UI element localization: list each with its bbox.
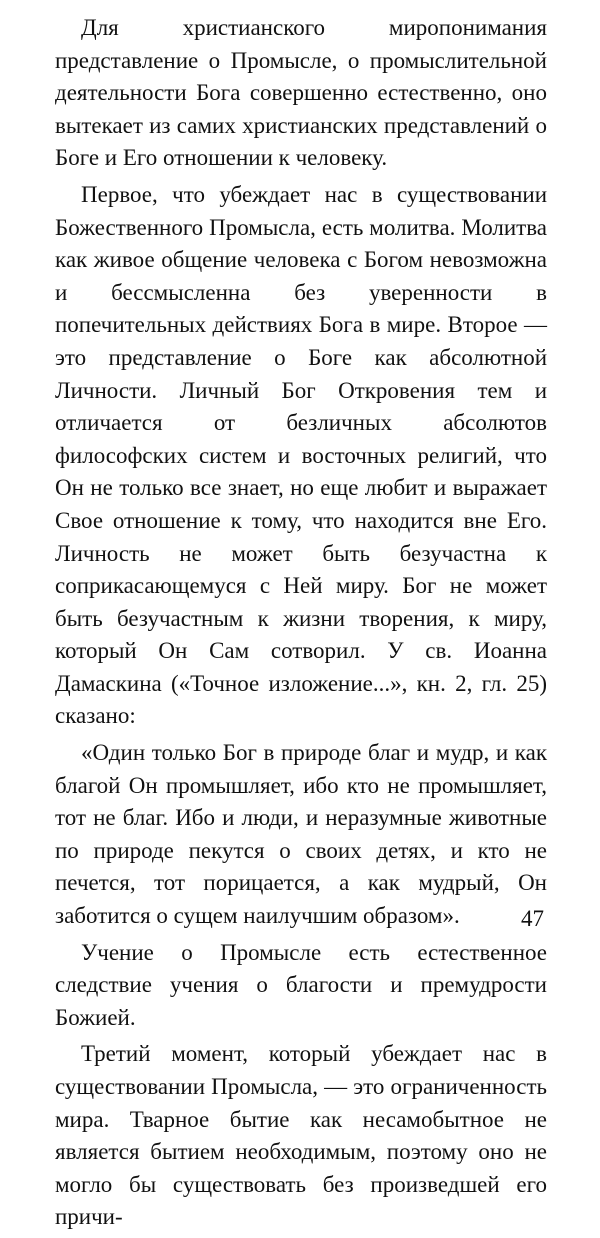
paragraph-4: Учение о Промысле есть естественное следствие учения о благости и премудрости Божией.	[55, 939, 547, 1030]
page-number: 47	[521, 906, 544, 931]
paragraph-1: Для христианского миропонимания представление о Промысле, о промыслительной деятельности Бога совершенно естественно, оно вытекает из самих христианских представлений о Боге и Его отношении к человеку.	[55, 15, 547, 171]
paragraph-2: Первое, что убеждает нас в существовании Божественного Промысла, есть молитва. Молитва как живое общение человека с Богом невозможна и бессмысленна без уверенности в попечительных действиях Бога в мире. Второе — это представление о Боге как абсолютной Личности. Личный Бог Откровения тем и отличается от безличных абсолютов философских систем и восточных религий, что Он не только все знает, но еще любит и выражает Свое отношение к тому, что находится вне Его. Личность не может быть безучастна к соприкасающемуся с Ней миру. Бог не может быть безучастным к жизни творения, к миру, который Он Сам сотворил. У св. Иоанна Дамаскина («Точное изложение...», кн. 2, гл. 25) сказано:	[55, 181, 547, 729]
body-text	[55, 12, 547, 1238]
paragraph-3-quote: «Один только Бог в природе благ и мудр, и как благой Он промышляет, ибо кто не промышляет, тот не благ. Ибо и люди, и неразумные животные по природе пекутся о своих детях, и кто не печется, тот порицается, а как мудрый, Он заботится о сущем наилучшим образом».	[55, 740, 547, 929]
paragraph-5: Третий момент, который убеждает нас в существовании Промысла, — это ограниченность мира. Тварное бытие как несамобытное не является бытием необходимым, поэтому оно не могло бы существовать без произведшей его причи-	[55, 1041, 547, 1230]
